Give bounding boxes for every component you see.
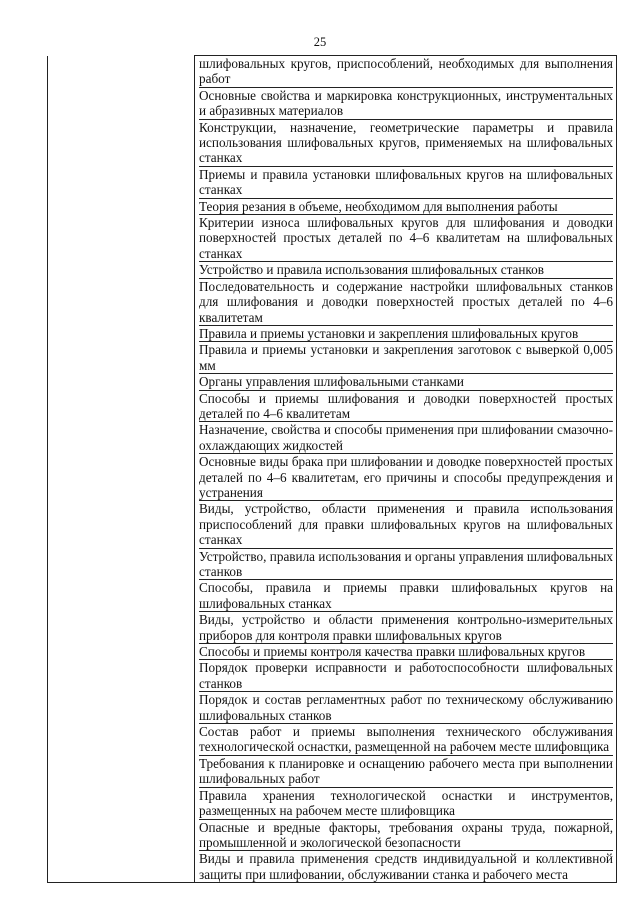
- table-row: шлифовальных кругов, приспособлений, необходимых для выполнения работ: [199, 56, 613, 87]
- table-row: Основные свойства и маркировка конструкционных, инструментальных и абразивных материалов: [199, 87, 613, 119]
- table-row: Порядок и состав регламентных работ по техническому обслуживанию шлифовальных станков: [199, 692, 613, 723]
- table-row: Виды и правила применения средств индивидуальной и коллективной защиты при шлифовании, обслуживании станка и рабочего места: [199, 851, 613, 882]
- knowledge-list: [199, 56, 613, 882]
- table-row: Основные виды брака при шлифовании и доводке поверхностей простых деталей по 4–6 квалитетам, его причины и способы предупреждения и устранения: [199, 454, 613, 500]
- table-row: Способы и приемы контроля качества правки шлифовальных кругов: [199, 644, 613, 660]
- table-row: Правила хранения технологической оснастки и инструментов, размещенных на рабочем месте шлифовщика: [199, 787, 613, 819]
- table-row: Порядок проверки исправности и работоспособности шлифовальных станков: [199, 660, 613, 691]
- table-left-column: [48, 56, 195, 883]
- table-row: Назначение, свойства и способы применения при шлифовании смазочно-охлаждающих жидкостей: [199, 422, 613, 453]
- table-row: Устройство, правила использования и органы управления шлифовальных станков: [199, 548, 613, 579]
- table-row: Способы и приемы шлифования и доводки поверхностей простых деталей по 4–6 квалитетам: [199, 390, 613, 421]
- table-row: Виды, устройство, области применения и правила использования приспособлений для правки шлифовальных кругов на шлифовальных станках: [199, 501, 613, 548]
- table-row: Опасные и вредные факторы, требования охраны труда, пожарной, промышленной и экологической безопасности: [199, 819, 613, 850]
- table-row: Состав работ и приемы выполнения технического обслуживания технологической оснастки, размещенной на рабочем месте шлифовщика: [199, 724, 613, 755]
- table-row: Правила и приемы установки и закрепления заготовок с выверкой 0,005 мм: [199, 342, 613, 373]
- table-row: Правила и приемы установки и закрепления шлифовальных кругов: [199, 326, 613, 342]
- table-row: Органы управления шлифовальными станками: [199, 374, 613, 390]
- requirements-table: [47, 55, 617, 883]
- table-row: Устройство и правила использования шлифовальных станков: [199, 262, 613, 278]
- table-row: Приемы и правила установки шлифовальных кругов на шлифовальных станках: [199, 166, 613, 198]
- table-row: Последовательность и содержание настройки шлифовальных станков для шлифования и доводки поверхностей простых деталей по 4–6 квалитетам: [199, 278, 613, 325]
- table-right-column: [195, 56, 617, 883]
- page-number: 25: [313, 35, 327, 49]
- table-row: Критерии износа шлифовальных кругов для шлифования и доводки поверхностей простых деталей по 4–6 квалитетам на шлифовальных станках: [199, 215, 613, 261]
- table-row: Конструкции, назначение, геометрические параметры и правила использования шлифовальных кругов, применяемых на шлифовальных станках: [199, 119, 613, 166]
- table-row: Способы, правила и приемы правки шлифовальных кругов на шлифовальных станках: [199, 580, 613, 611]
- table-row: Теория резания в объеме, необходимом для выполнения работы: [199, 199, 613, 215]
- table-row: Виды, устройство и области применения контрольно-измерительных приборов для контроля правки шлифовальных кругов: [199, 612, 613, 643]
- table-row: Требования к планировке и оснащению рабочего места при выполнении шлифовальных работ: [199, 755, 613, 787]
